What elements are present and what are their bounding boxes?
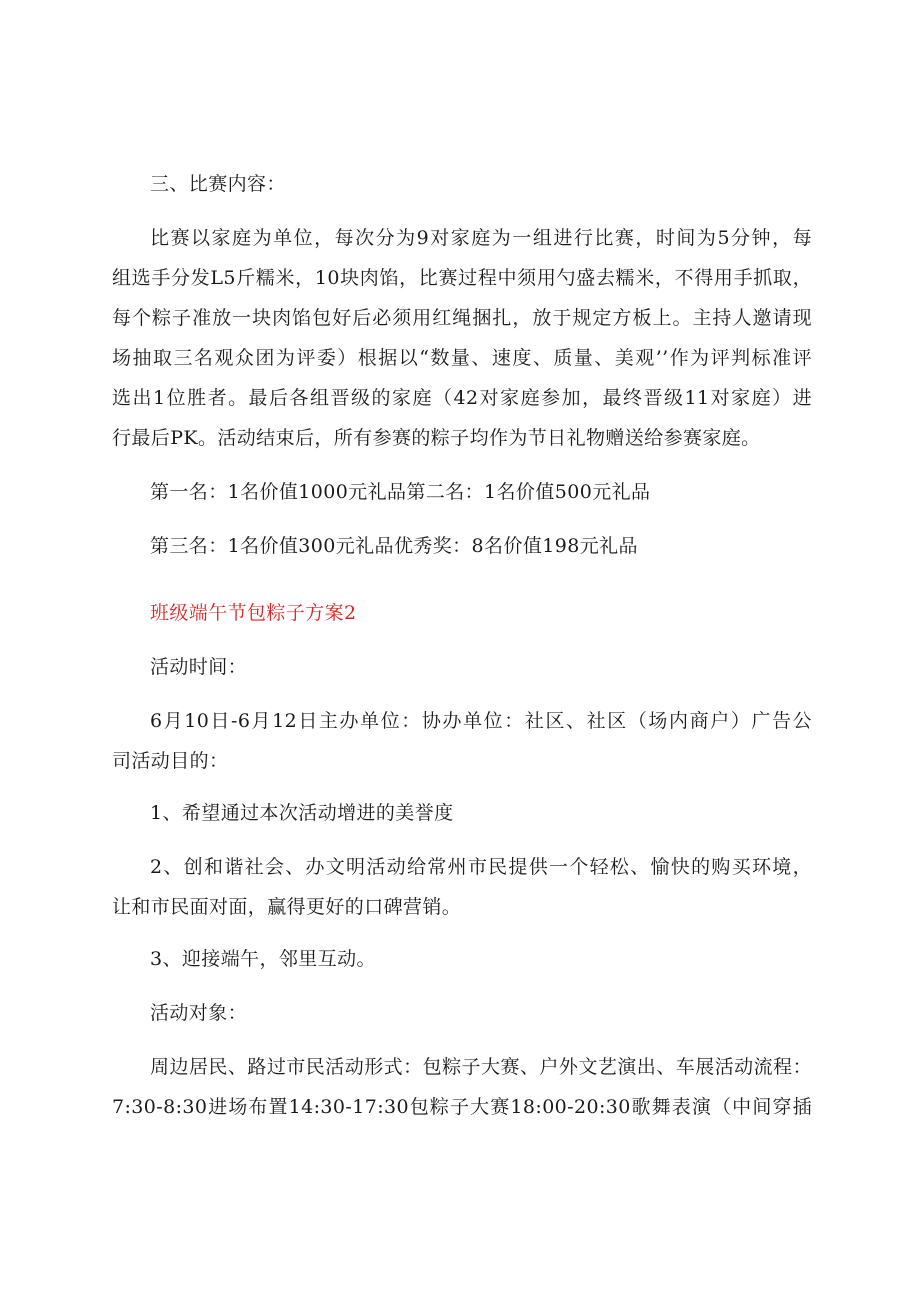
paragraph-line: 比赛以家庭为单位，每次分为9对家庭为一组进行比赛，时间为5分钟，每 bbox=[150, 227, 812, 249]
goal-item: 3、迎接端午，邻里互动。 bbox=[150, 948, 376, 970]
goal-item: 让和市民面对面，赢得更好的口碑营销。 bbox=[112, 896, 462, 918]
goal-item: 1、希望通过本次活动增进的美誉度 bbox=[150, 802, 454, 824]
paragraph-line: 组选手分发L5斤糯米，10块肉馅，比赛过程中须用勺盛去糯米，不得用手抓取， bbox=[112, 267, 812, 289]
target-label: 活动对象： bbox=[150, 1002, 248, 1024]
time-label: 活动时间： bbox=[150, 656, 248, 678]
target-line: 7:30-8:30进场布置14:30-17:30包粽子大赛18:00-20:30歌舞表演（中间穿插 bbox=[112, 1096, 812, 1118]
paragraph-line: 每个粽子准放一块肉馅包好后必须用红绳捆扎，放于规定方板上。主持人邀请现 bbox=[112, 307, 812, 329]
prize-line: 第一名：1名价值1000元礼品第二名：1名价值500元礼品 bbox=[150, 481, 651, 503]
time-line: 司活动目的： bbox=[112, 750, 229, 772]
section-heading: 三、比赛内容： bbox=[150, 173, 286, 195]
prize-line: 第三名：1名价值300元礼品优秀奖：8名价值198元礼品 bbox=[150, 535, 638, 557]
target-line: 周边居民、路过市民活动形式：包粽子大赛、户外文艺演出、车展活动流程： bbox=[150, 1056, 812, 1078]
paragraph-line: 选出1位胜者。最后各组晋级的家庭（42对家庭参加，最终晋级11对家庭）进 bbox=[112, 387, 812, 409]
goal-item: 2、创和谐社会、办文明活动给常州市民提供一个轻松、愉快的购买环境， bbox=[150, 856, 812, 878]
time-line: 6月10日-6月12日主办单位：协办单位：社区、社区（场内商户）广告公 bbox=[150, 710, 812, 732]
paragraph-line: 场抽取三名观众团为评委）根据以“数量、速度、质量、美观’’作为评判标准评 bbox=[112, 347, 812, 369]
paragraph-line: 行最后PK。活动结束后，所有参赛的粽子均作为节日礼物赠送给参赛家庭。 bbox=[112, 427, 761, 449]
plan-title: 班级端午节包粽子方案2 bbox=[150, 602, 357, 624]
